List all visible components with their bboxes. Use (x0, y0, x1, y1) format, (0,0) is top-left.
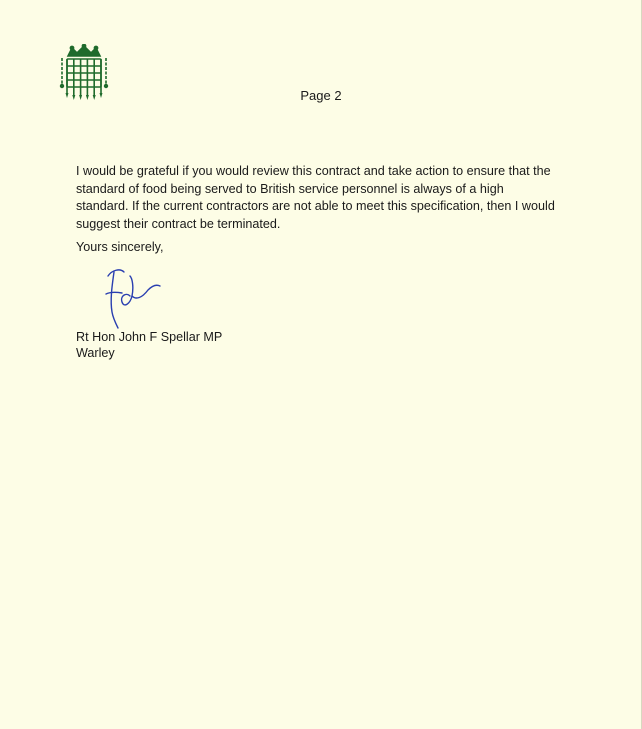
handwritten-signature (98, 266, 168, 330)
page-number (0, 88, 642, 103)
signer-name: Rt Hon John F Spellar MP (76, 330, 223, 344)
page-number-label: Page 2 (300, 88, 342, 103)
closing-salutation: Yours sincerely, (76, 240, 164, 254)
body-paragraph: I would be grateful if you would review this contract and take action to ensure that the standard of food being served to British service personnel is always of a high standard. If the current contractors are not able to meet this specification, then I would suggest their contract be terminated. (76, 164, 555, 231)
signer-constituency: Warley (76, 346, 115, 360)
